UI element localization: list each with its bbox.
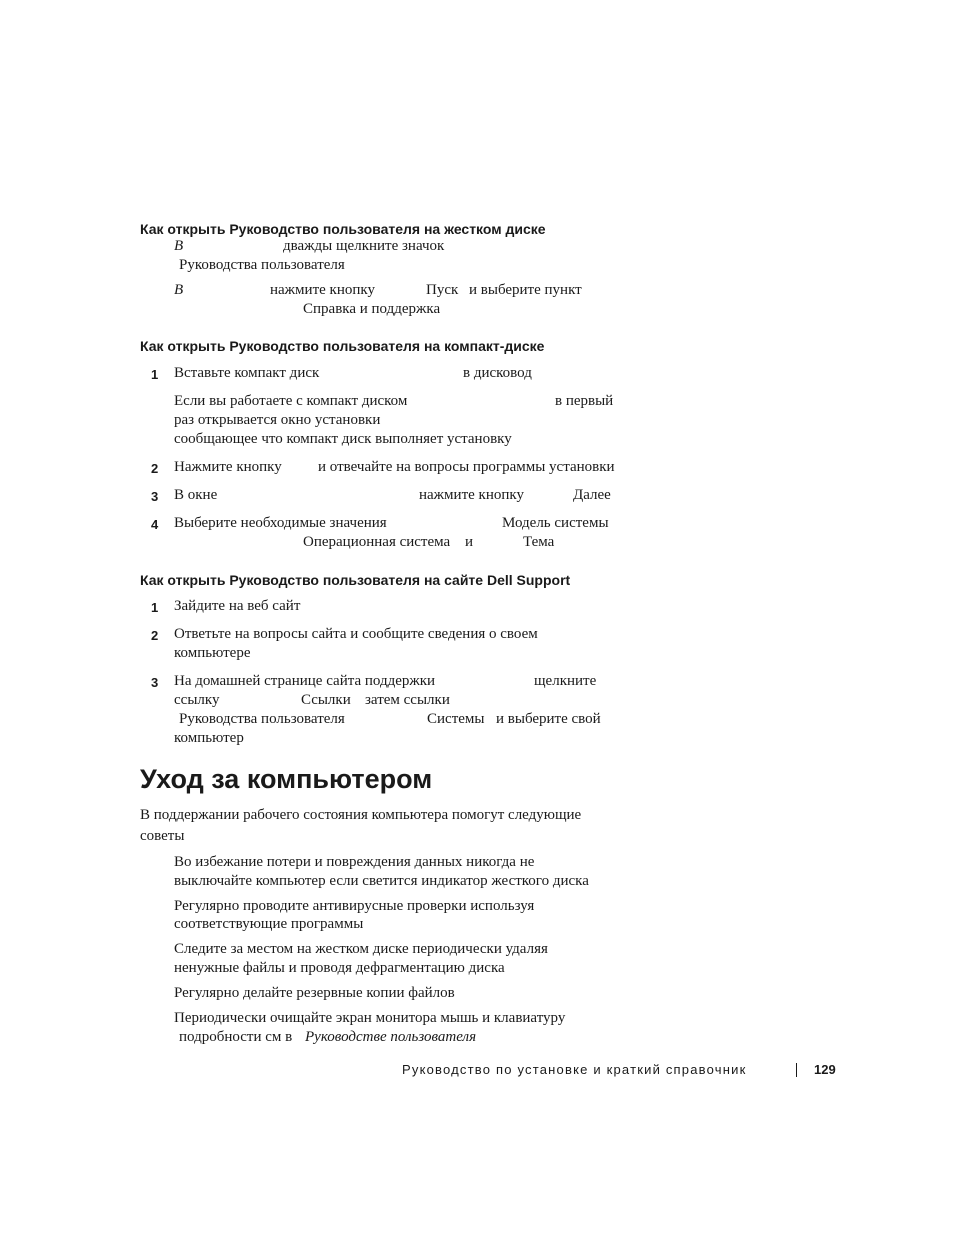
web-step3-l2-a: ссылку (174, 692, 220, 708)
cd-step3-a: В окне (174, 487, 218, 503)
section-heading-hdd: Как открыть Руководство пользователя на жестком диске (140, 221, 546, 237)
care-tip1-line2: выключайте компьютер если светится индикатор жесткого диска (174, 873, 589, 889)
cd-step1-a: Вставьте компакт диск (174, 365, 320, 381)
cd-step-number: 4 (151, 517, 159, 532)
cd-note-line1-b: в первый (555, 393, 614, 409)
hdd-line3-b: нажмите кнопку (270, 282, 375, 298)
section-heading-web: Как открыть Руководство пользователя на сайте Dell Support (140, 572, 571, 588)
section-title-care: Уход за компьютером (140, 764, 433, 794)
web-step3-l2-b: Ссылки (301, 692, 351, 708)
care-tip2-line2: соответствующие программы (174, 916, 364, 932)
care-intro-line1: В поддержании рабочего состояния компьютера помогут следующие (140, 807, 582, 823)
hdd-line1-a: В (174, 238, 184, 254)
cd-step4-e: Тема (523, 534, 555, 550)
care-tip5-line2-a: подробности см в (179, 1029, 293, 1045)
care-intro-line2: советы (140, 828, 185, 844)
web-step-number: 1 (151, 600, 159, 615)
cd-note-line3: сообщающее что компакт диск выполняет установку (174, 431, 512, 447)
care-tip4-line1: Регулярно делайте резервные копии файлов (174, 985, 455, 1001)
cd-step-number: 2 (151, 461, 159, 476)
web-step3-l4: компьютер (174, 730, 244, 746)
care-tip1-line1: Во избежание потери и повреждения данных никогда не (174, 854, 535, 870)
web-step3-l1-b: щелкните (534, 673, 597, 689)
cd-note-line2: раз открывается окно установки (174, 412, 381, 428)
hdd-line3-c: Пуск (426, 282, 459, 298)
care-tip5-line2-b: Руководстве пользователя (305, 1029, 477, 1045)
web-step3-l3-b: Системы (427, 711, 485, 727)
cd-step2-a: Нажмите кнопку (174, 459, 282, 475)
cd-step-number: 1 (151, 367, 159, 382)
hdd-line3-a: В (174, 282, 184, 298)
cd-step4-d: и (465, 534, 474, 550)
web-step3-l1-a: На домашней странице сайта поддержки (174, 673, 436, 689)
web-step-number: 2 (151, 628, 159, 643)
care-tip3-line2: ненужные файлы и проводя дефрагментацию диска (174, 960, 505, 976)
web-step-number: 3 (151, 675, 159, 690)
care-tip3-line1: Следите за местом на жестком диске периодически удаляя (174, 941, 548, 957)
web-step3-l2-c: затем ссылки (365, 692, 450, 708)
cd-step-number: 3 (151, 489, 159, 504)
hdd-line2: Руководства пользователя (179, 257, 345, 273)
section-heading-cd: Как открыть Руководство пользователя на компакт-диске (140, 338, 545, 354)
web-step2-a: Ответьте на вопросы сайта и сообщите сведения о своем (174, 626, 538, 642)
cd-step4-a: Выберите необходимые значения (174, 515, 387, 531)
footer-title: Руководство по установке и краткий справочник (402, 1062, 747, 1077)
web-step3-l3-c: и выберите свой (496, 711, 601, 727)
cd-step1-b: в дисковод (463, 365, 532, 381)
hdd-line4: Справка и поддержка (303, 301, 441, 317)
cd-step3-c: Далее (573, 487, 611, 503)
cd-step4-b: Модель системы (502, 515, 609, 531)
care-tip5-line1: Периодически очищайте экран монитора мышь и клавиатуру (174, 1010, 566, 1026)
cd-step4-c: Операционная система (303, 534, 451, 550)
cd-step3-b: нажмите кнопку (419, 487, 524, 503)
web-step2-b: компьютере (174, 645, 251, 661)
care-tip2-line1: Регулярно проводите антивирусные проверки используя (174, 898, 535, 914)
cd-step2-b: и отвечайте на вопросы программы установки (318, 459, 615, 475)
hdd-line3-d: и выберите пункт (469, 282, 582, 298)
hdd-line1-b: дважды щелкните значок (283, 238, 445, 254)
web-step3-l3-a: Руководства пользователя (179, 711, 345, 727)
web-step1-a: Зайдите на веб сайт (174, 598, 301, 614)
cd-note-line1-a: Если вы работаете с компакт диском (174, 393, 408, 409)
page-number: 129 (814, 1062, 836, 1077)
footer-separator (796, 1063, 797, 1077)
